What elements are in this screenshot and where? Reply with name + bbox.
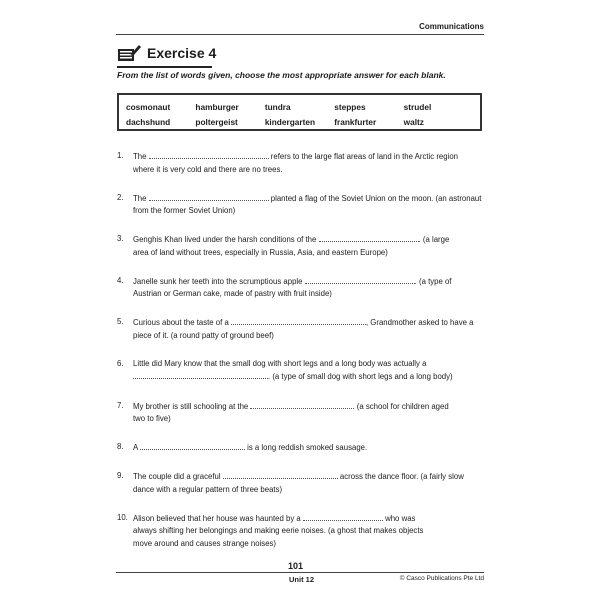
question-item bbox=[117, 150, 483, 176]
question-text: , Grandmother asked to have a bbox=[365, 318, 474, 328]
header-divider bbox=[116, 34, 484, 35]
question-text: . (a type of bbox=[414, 276, 452, 286]
section-title: Communications bbox=[419, 22, 484, 31]
question-item bbox=[117, 233, 483, 259]
answer-blank[interactable] bbox=[303, 512, 383, 521]
copyright-notice: © Casco Publications Pte Ltd bbox=[399, 575, 484, 582]
question-item bbox=[117, 441, 483, 455]
question-text: . (a type of small dog with short legs and a long body) bbox=[268, 372, 453, 382]
question-item bbox=[117, 316, 483, 342]
word-bank-item: kindergarten bbox=[264, 116, 316, 127]
question-text: piece of it. (a round patty of ground beef) bbox=[133, 330, 274, 340]
question-text: is a long reddish smoked sausage. bbox=[247, 443, 368, 453]
question-number: 4. bbox=[117, 275, 124, 285]
question-text: from the former Soviet Union) bbox=[133, 206, 236, 216]
question-item bbox=[117, 512, 483, 551]
word-bank-item: tundra bbox=[264, 101, 291, 112]
question-list bbox=[117, 150, 483, 566]
question-text: planted a flag of the Soviet Union on the moon. (an astronaut bbox=[270, 193, 482, 203]
question-text: Austrian or German cake, made of pastry with fruit inside) bbox=[133, 289, 332, 299]
question-text: Genghis Khan lived under the harsh conditions of the bbox=[133, 235, 317, 245]
unit-label: Unit 12 bbox=[289, 575, 315, 584]
word-bank bbox=[117, 93, 482, 131]
answer-blank[interactable] bbox=[305, 275, 415, 284]
question-text: dance with a regular pattern of three beats) bbox=[133, 484, 283, 494]
question-text: area of land without trees, especially in Russia, Asia, and eastern Europe) bbox=[133, 247, 388, 257]
question-number: 9. bbox=[117, 471, 124, 481]
footer-divider bbox=[116, 572, 484, 573]
word-bank-item: cosmonaut bbox=[126, 101, 171, 112]
question-number: 5. bbox=[117, 317, 124, 327]
question-text: The bbox=[133, 193, 147, 203]
word-bank-item: steppes bbox=[334, 101, 366, 112]
word-bank-item: waltz bbox=[403, 116, 424, 127]
answer-blank[interactable] bbox=[231, 316, 366, 325]
word-bank-item: strudel bbox=[403, 101, 432, 112]
question-text: Alison believed that her house was haunted by a bbox=[133, 513, 301, 523]
question-number: 6. bbox=[117, 358, 124, 368]
question-number: 7. bbox=[117, 400, 124, 410]
answer-blank[interactable] bbox=[133, 370, 268, 379]
question-item bbox=[117, 470, 483, 496]
question-text: two to five) bbox=[133, 414, 171, 424]
question-text: refers to the large flat areas of land in the Arctic region bbox=[270, 152, 459, 161]
answer-blank[interactable] bbox=[149, 192, 269, 201]
question-text: Curious about the taste of a bbox=[133, 318, 229, 328]
exercise-header bbox=[117, 44, 216, 62]
question-text: A bbox=[133, 443, 138, 453]
question-text: The bbox=[133, 152, 147, 161]
question-text: always shifting her belongings and making eerie noises. (a ghost that makes objects bbox=[133, 526, 424, 536]
answer-blank[interactable] bbox=[149, 150, 269, 159]
word-bank-row bbox=[126, 114, 473, 129]
question-number: 3. bbox=[117, 234, 124, 244]
question-text: Little did Mary know that the small dog with short legs and a long body was actually a bbox=[133, 358, 427, 368]
exercise-title-underline bbox=[117, 66, 212, 68]
question-text: move around and causes strange noises) bbox=[133, 538, 277, 548]
notebook-pen-icon bbox=[117, 44, 141, 62]
word-bank-row bbox=[126, 99, 473, 114]
answer-blank[interactable] bbox=[250, 400, 352, 409]
word-bank-item: hamburger bbox=[195, 101, 239, 112]
question-item bbox=[117, 400, 483, 426]
question-text: The couple did a graceful bbox=[133, 472, 221, 482]
question-item bbox=[117, 358, 483, 384]
answer-blank[interactable] bbox=[319, 233, 419, 242]
question-text: My brother is still schooling at the bbox=[133, 401, 249, 411]
exercise-instructions: From the list of words given, choose the most appropriate answer for each blank. bbox=[117, 70, 446, 80]
page-number: 101 bbox=[288, 561, 304, 571]
question-text: . (a school for children aged bbox=[352, 401, 449, 411]
question-text: . (a large bbox=[418, 235, 450, 245]
question-text: across the dance floor. (a fairly slow bbox=[339, 472, 464, 482]
question-text: Janelle sunk her teeth into the scrumptious apple bbox=[133, 276, 303, 286]
question-text: where it is very cold and there are no trees. bbox=[133, 164, 283, 174]
answer-blank[interactable] bbox=[140, 441, 245, 450]
question-item bbox=[117, 192, 483, 218]
word-bank-item: frankfurter bbox=[334, 116, 377, 127]
question-text: who was bbox=[385, 513, 416, 523]
exercise-title: Exercise 4 bbox=[147, 45, 217, 61]
question-number: 8. bbox=[117, 442, 124, 452]
word-bank-item: poltergeist bbox=[195, 116, 238, 127]
question-item bbox=[117, 275, 483, 301]
question-number: 2. bbox=[117, 192, 124, 202]
word-bank-item: dachshund bbox=[126, 116, 171, 127]
question-number: 10. bbox=[117, 512, 128, 522]
answer-blank[interactable] bbox=[223, 470, 338, 479]
question-number: 1. bbox=[117, 151, 124, 160]
